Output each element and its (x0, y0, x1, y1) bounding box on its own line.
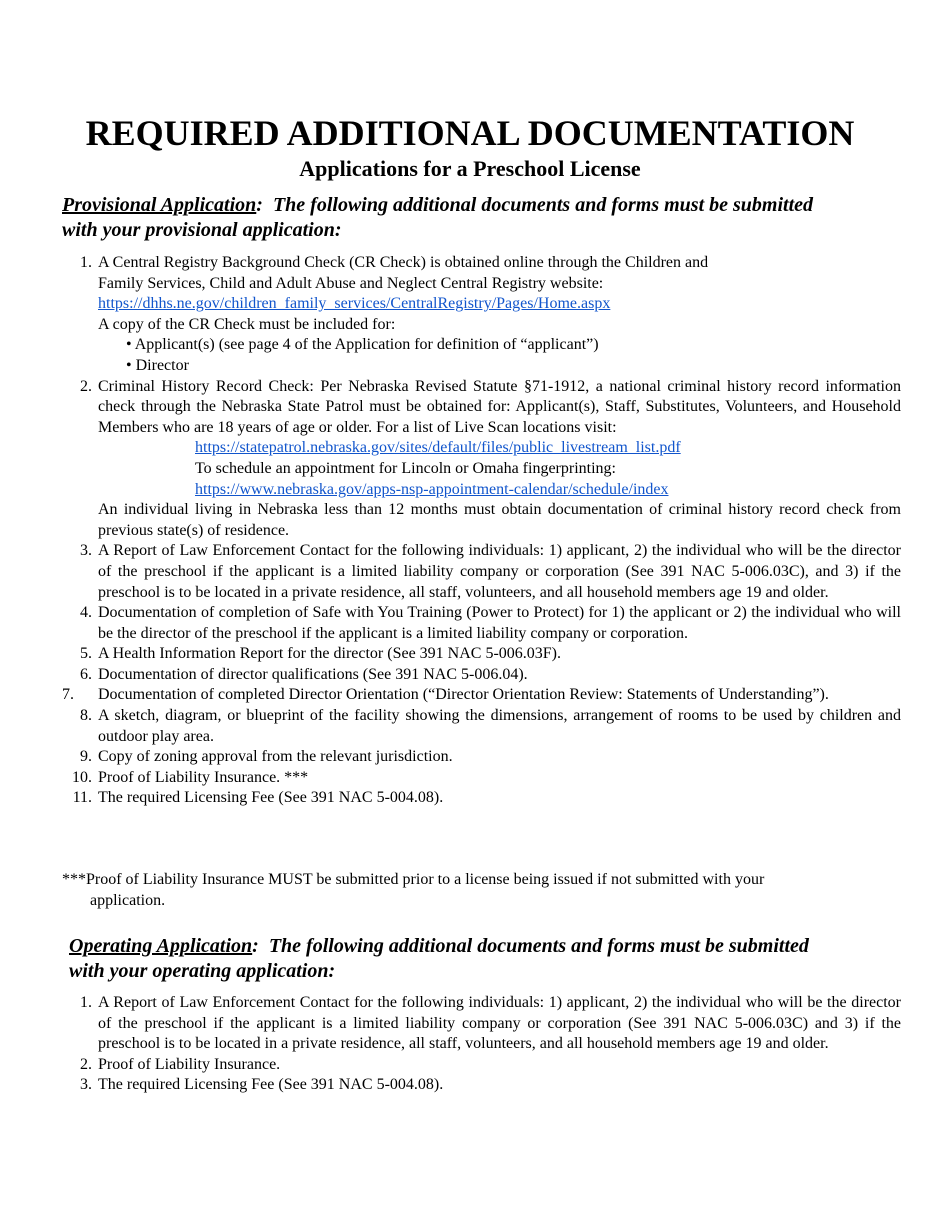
bullet-text: Director (135, 356, 189, 374)
item-text: Copy of zoning approval from the relevant jurisdiction. (98, 748, 453, 766)
item-number: 7. (62, 686, 74, 704)
live-scan-block (98, 438, 901, 500)
appointment-link[interactable]: https://www.nebraska.gov/apps-nsp-appointment-calendar/schedule/index (195, 480, 669, 498)
operating-colon: : (252, 935, 259, 957)
provisional-heading (62, 193, 902, 243)
provisional-item-3 (62, 541, 901, 603)
operating-item-2 (62, 1055, 901, 1076)
page-title: REQUIRED ADDITIONAL DOCUMENTATION (85, 113, 855, 153)
item-number: 2. (80, 377, 92, 395)
page-subtitle: Applications for a Preschool License (299, 156, 641, 181)
operating-intro-line1: The following additional documents and forms must be submitted (258, 935, 809, 957)
operating-label: Operating Application (69, 935, 253, 957)
bullet-icon: • (126, 336, 132, 354)
note-line: ***Proof of Liability Insurance MUST be submitted prior to a license being issued if not submitted with your (62, 871, 765, 888)
provisional-intro-line1: The following additional documents and forms must be submitted (262, 194, 814, 216)
item-text: Criminal History Record Check: Per Nebraska Revised Statute §71-1912, a national criminal history record information check through the Nebraska State Patrol must be obtained for: Applicant(s), Staff, Substitutes, Volunteers, and Household Members who are 18 years of age or older. For a list of Live Scan locations visit: (98, 377, 901, 436)
operating-item-1 (62, 993, 901, 1055)
item-text: A sketch, diagram, or blueprint of the facility showing the dimensions, arrangement of rooms to be used by children and outdoor play area. (98, 707, 901, 745)
item-text: A Health Information Report for the director (See 391 NAC 5-006.03F). (98, 645, 562, 663)
operating-heading (69, 934, 901, 984)
item-number: 10. (72, 768, 92, 786)
liability-note (62, 870, 901, 911)
item-text-line: Family Services, Child and Adult Abuse and Neglect Central Registry website: (98, 274, 604, 292)
bullet-item (62, 335, 901, 356)
operating-item-3 (62, 1075, 901, 1096)
item-number: 6. (80, 665, 92, 683)
item-text: Documentation of completed Director Orientation (“Director Orientation Review: Statements of Understanding”). (98, 686, 829, 704)
item-number: 2. (80, 1055, 92, 1073)
provisional-item-5 (62, 644, 901, 665)
item-text: A Report of Law Enforcement Contact for the following individuals: 1) applicant, 2) the individual who will be the director of the preschool if the applicant is a limited liability company or corporation (See 391 NAC 5-006.03C), and 3) if the preschool is to be located in a private residence, all staff, volunteers, and all household members age 19 and older. (98, 542, 901, 601)
provisional-list (62, 253, 901, 809)
item-text: Proof of Liability Insurance. *** (98, 768, 309, 786)
item-text: Proof of Liability Insurance. (98, 1055, 281, 1073)
bullet-item (62, 356, 901, 377)
provisional-item-2 (62, 377, 901, 542)
item-text: The required Licensing Fee (See 391 NAC 5-004.08). (98, 789, 444, 807)
schedule-text: To schedule an appointment for Lincoln or Omaha fingerprinting: (195, 459, 616, 477)
item-text: An individual living in Nebraska less than 12 months must obtain documentation of criminal history record check from previous state(s) of residence. (98, 501, 901, 539)
item-number: 3. (80, 1076, 92, 1094)
operating-intro-line2: with your operating application: (69, 960, 336, 982)
provisional-item-9 (62, 747, 901, 768)
provisional-item-6 (62, 665, 901, 686)
item-number: 1. (80, 254, 92, 271)
provisional-item-1 (62, 253, 901, 335)
item-number: 5. (80, 645, 92, 663)
note-line: application. (90, 891, 166, 909)
provisional-item-4 (62, 603, 901, 644)
provisional-label: Provisional Application (62, 194, 257, 216)
provisional-intro-line2: with your provisional application: (62, 219, 342, 241)
item-number: 4. (80, 604, 92, 622)
item-text-line: A copy of the CR Check must be included for: (98, 315, 396, 333)
item-text: Documentation of completion of Safe with You Training (Power to Protect) for 1) the applicant or 2) the individual who will be the director of the preschool if the applicant is a limited liability company or corporation. (98, 604, 901, 642)
live-scan-link[interactable]: https://statepatrol.nebraska.gov/sites/default/files/public_livestream_list.pdf (195, 439, 681, 457)
central-registry-link[interactable]: https://dhhs.ne.gov/children_family_services/CentralRegistry/Pages/Home.aspx (98, 295, 611, 313)
item-text: Documentation of director qualifications (See 391 NAC 5-006.04). (98, 665, 528, 683)
provisional-item-11 (62, 788, 901, 809)
operating-list (62, 993, 901, 1096)
bullet-icon: • (126, 356, 132, 374)
item-number: 9. (80, 748, 92, 766)
item-text-line: A Central Registry Background Check (CR Check) is obtained online through the Children and (98, 254, 709, 271)
provisional-item-10 (62, 768, 901, 789)
item-number: 8. (80, 707, 92, 725)
item-number: 1. (80, 994, 92, 1011)
item-number: 3. (80, 542, 92, 560)
provisional-item-7 (62, 685, 901, 706)
provisional-item-8 (62, 706, 901, 747)
provisional-colon: : (256, 194, 263, 216)
item-text: The required Licensing Fee (See 391 NAC 5-004.08). (98, 1076, 444, 1094)
item-number: 11. (72, 789, 92, 807)
item-text: A Report of Law Enforcement Contact for the following individuals: 1) applicant, 2) the individual who will be the director of the preschool if the applicant is a limited liability company or corporation (See 391 NAC 5-006.03C) and 3) if the preschool is to be located in a private residence, all staff, volunteers, and all household members age 19 and older. (98, 994, 901, 1053)
bullet-text: Applicant(s) (see page 4 of the Application for definition of “applicant”) (134, 336, 599, 354)
